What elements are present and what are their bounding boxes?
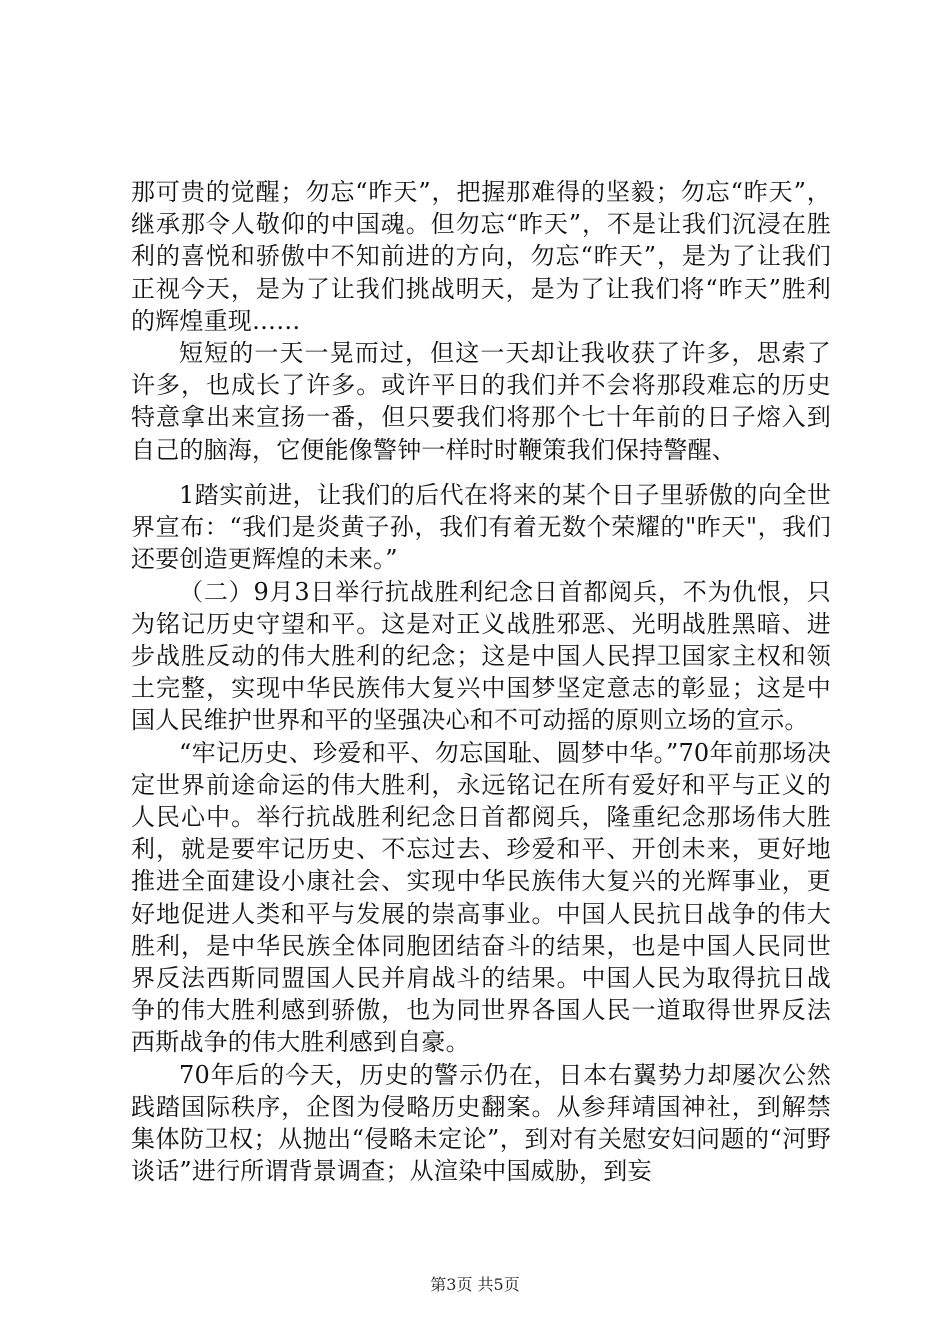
- paragraph: 1踏实前进，让我们的后代在将来的某个日子里骄傲的向全世界宣布：“我们是炎黄子孙，我们有着无数个荣耀的"昨天"，我们还要创造更辉煌的未来。”: [131, 481, 831, 574]
- page-footer: [0, 1275, 950, 1295]
- paragraph: 70年后的今天，历史的警示仍在，日本右翼势力却屡次公然践踏国际秩序，企图为侵略历史翻案。从参拜靖国神社，到解禁集体防卫权；从抛出“侵略未定论”，到对有关慰安妇问题的“河野谈话”进行所谓背景调查；从渲染中国威胁，到妄: [131, 1060, 831, 1186]
- paragraph: （二）9月3日举行抗战胜利纪念日首都阅兵，不为仇恨，只为铭记历史守望和平。这是对正义战胜邪恶、光明战胜黑暗、进步战胜反动的伟大胜利的纪念；这是中国人民捍卫国家主权和领土完整，实现中华民族伟大复兴中国梦坚定意志的彰显；这是中国人民维护世界和平的坚强决心和不可动摇的原则立场的宣示。: [131, 577, 831, 735]
- paragraph: 那可贵的觉醒；勿忘“昨天”，把握那难得的坚毅；勿忘“昨天”，继承那令人敬仰的中国魂。但勿忘“昨天”，不是让我们沉浸在胜利的喜悦和骄傲中不知前进的方向，勿忘“昨天”，是为了让我们正视今天，是为了让我们挑战明天，是为了让我们将“昨天”胜利的辉煌重现……: [131, 178, 831, 335]
- text-block-top: [131, 176, 831, 466]
- page-indicator: 第3页 共5页: [430, 1275, 520, 1294]
- text-block-bottom: [131, 479, 831, 1187]
- paragraph: 短短的一天一晃而过，但这一天却让我收获了许多，思索了许多，也成长了许多。或许平日的我们并不会将那段难忘的历史特意拿出来宣扬一番，但只要我们将那个七十年前的日子熔入到自己的脑海，它便能像警钟一样时时鞭策我们保持警醒、: [131, 339, 831, 464]
- paragraph: “牢记历史、珍爱和平、勿忘国耻、圆梦中华。”70年前那场决定世界前途命运的伟大胜利，永远铭记在所有爱好和平与正义的人民心中。举行抗战胜利纪念日首都阅兵，隆重纪念那场伟大胜利，就是要牢记历史、不忘过去、珍爱和平、开创未来，更好地推进全面建设小康社会、实现中华民族伟大复兴的光辉事业，更好地促进人类和平与发展的崇高事业。中国人民抗日战争的伟大胜利，是中华民族全体同胞团结奋斗的结果，也是中国人民同世界反法西斯同盟国人民并肩战斗的结果。中国人民为取得抗日战争的伟大胜利感到骄傲，也为同世界各国人民一道取得世界反法西斯战争的伟大胜利感到自豪。: [131, 738, 831, 1057]
